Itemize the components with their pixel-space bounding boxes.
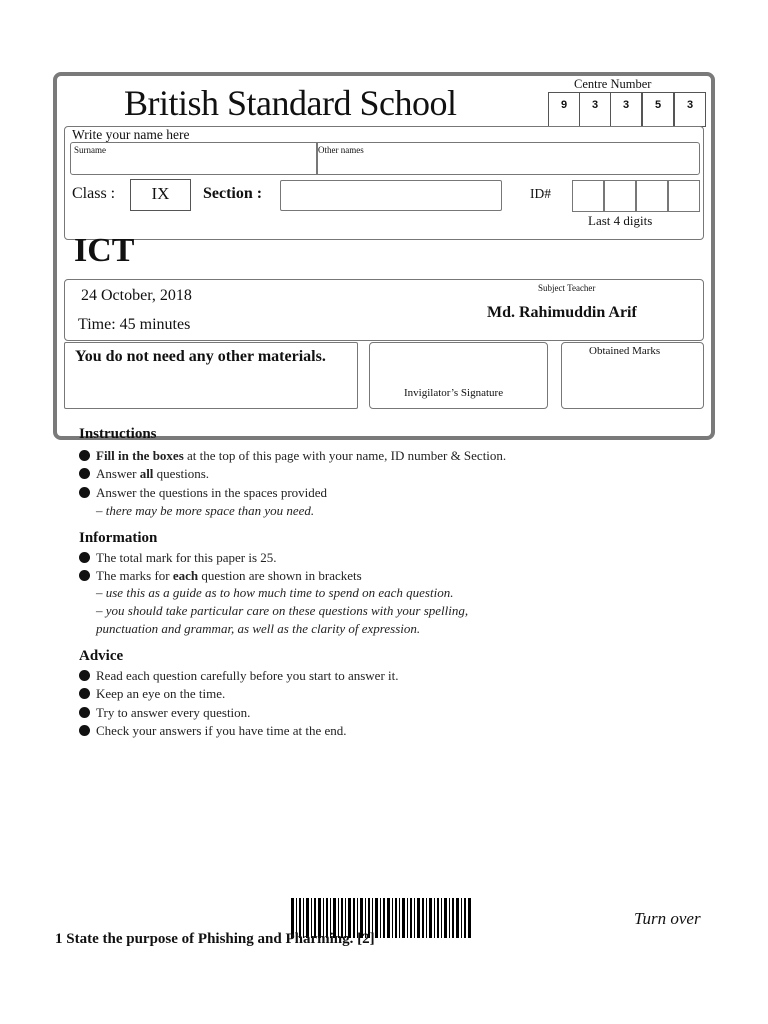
- centre-digit: 3: [674, 92, 706, 127]
- bullet-icon: [79, 570, 90, 581]
- bullet-icon: [79, 487, 90, 498]
- school-name: British Standard School: [124, 83, 457, 123]
- question-text: State the purpose of Phishing and Pharming. [2]: [62, 931, 375, 947]
- instruction-item: Fill in the boxes at the top of this page with your name, ID number & Section.: [79, 448, 506, 464]
- teacher-label: Subject Teacher: [538, 283, 596, 293]
- id-hint: Last 4 digits: [588, 213, 653, 228]
- id-label: ID#: [530, 186, 551, 201]
- name-field[interactable]: [70, 142, 700, 175]
- id-digit-box[interactable]: [668, 180, 700, 212]
- teacher-name: Md. Rahimuddin Arif: [487, 304, 637, 321]
- id-digit-box[interactable]: [572, 180, 604, 212]
- question-number: 1: [55, 931, 63, 947]
- bullet-icon: [79, 670, 90, 681]
- centre-digit: 3: [579, 92, 611, 127]
- advice-item: Read each question carefully before you start to answer it.: [79, 668, 399, 684]
- bullet-icon: [79, 552, 90, 563]
- bullet-icon: [79, 725, 90, 736]
- centre-digit: 3: [610, 92, 642, 127]
- information-subnote: punctuation and grammar, as well as the clarity of expression.: [96, 621, 421, 636]
- subject-title: ICT: [74, 232, 135, 269]
- centre-digit: 5: [642, 92, 674, 127]
- class-field[interactable]: IX: [130, 179, 191, 211]
- instructions-title: Instructions: [79, 426, 157, 442]
- obtained-marks-label: Obtained Marks: [589, 345, 661, 357]
- id-digit-box[interactable]: [636, 180, 668, 212]
- bullet-icon: [79, 688, 90, 699]
- bullet-icon: [79, 468, 90, 479]
- id-digit-box[interactable]: [604, 180, 636, 212]
- exam-date: 24 October, 2018: [81, 287, 192, 304]
- bullet-icon: [79, 707, 90, 718]
- information-title: Information: [79, 530, 158, 546]
- instruction-subnote: – there may be more space than you need.: [96, 503, 315, 518]
- question-1: [55, 931, 375, 948]
- instruction-item: Answer all questions.: [79, 466, 209, 482]
- section-field[interactable]: [280, 180, 502, 211]
- information-subnote: – you should take particular care on these questions with your spelling,: [96, 603, 469, 618]
- class-label: Class :: [72, 185, 116, 202]
- advice-item: Try to answer every question.: [79, 705, 250, 721]
- advice-item: Keep an eye on the time.: [79, 686, 225, 702]
- instruction-item: Answer the questions in the spaces provided: [79, 485, 327, 501]
- advice-item: Check your answers if you have time at the end.: [79, 723, 347, 739]
- bullet-icon: [79, 450, 90, 461]
- turn-over-note: Turn over: [634, 909, 701, 928]
- centre-digit: 9: [548, 92, 580, 127]
- other-names-label: Other names: [318, 145, 364, 155]
- section-label: Section :: [203, 185, 263, 202]
- information-subnote: – use this as a guide as to how much time to spend on each question.: [96, 585, 454, 600]
- centre-number-label: Centre Number: [574, 77, 652, 91]
- surname-label: Surname: [74, 145, 106, 155]
- materials-note: You do not need any other materials.: [75, 348, 326, 365]
- invigilator-label: Invigilator’s Signature: [404, 387, 504, 399]
- exam-time: Time: 45 minutes: [78, 316, 191, 333]
- advice-title: Advice: [79, 648, 124, 664]
- information-item: The marks for each question are shown in brackets: [79, 568, 362, 584]
- information-item: The total mark for this paper is 25.: [79, 550, 277, 566]
- name-prompt: Write your name here: [72, 127, 190, 142]
